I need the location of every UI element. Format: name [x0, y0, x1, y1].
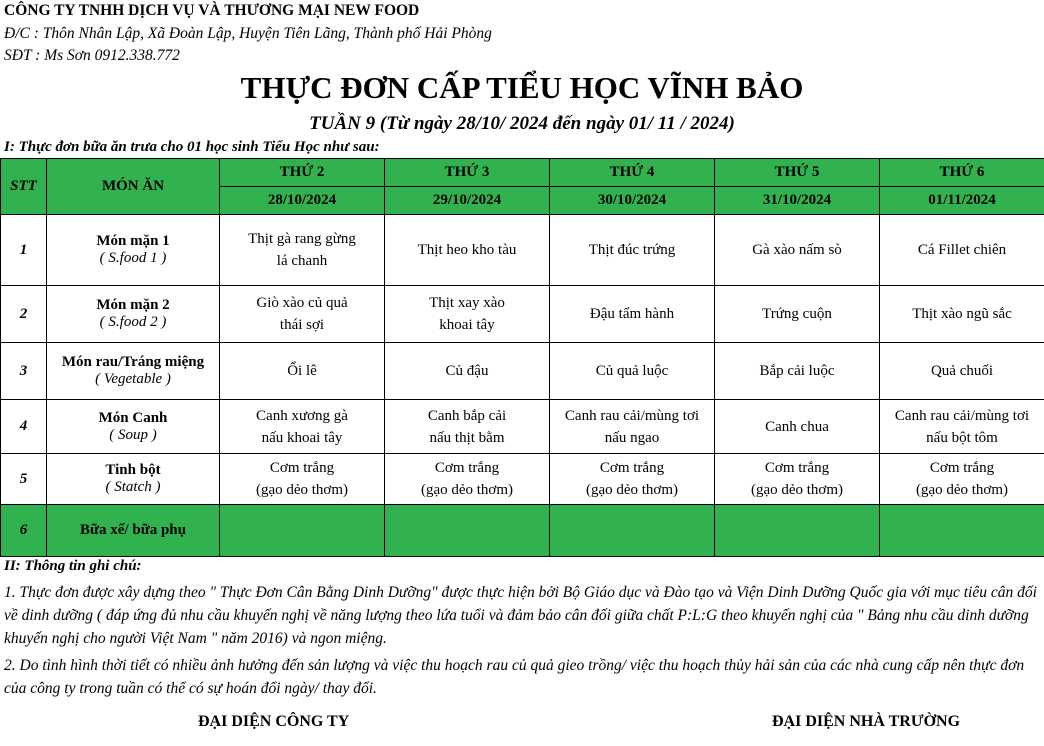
row-dish: [47, 286, 220, 343]
menu-cell-line: Ổi lê: [287, 363, 317, 379]
menu-cell-line: Thịt đúc trứng: [588, 242, 676, 258]
menu-cell-line: Gà xào nấm sò: [752, 242, 842, 258]
menu-cell: [550, 400, 715, 454]
menu-cell: [880, 343, 1044, 400]
header-day-date: 30/10/2024: [550, 187, 715, 215]
menu-cell-line: Canh chua: [765, 418, 829, 435]
dish-category-english: ( S.food 1 ): [99, 250, 167, 266]
menu-cell: [385, 343, 550, 400]
menu-table: [0, 158, 1044, 557]
dish-category: Món mặn 1: [96, 233, 170, 249]
row-dish: [47, 505, 220, 557]
header-day-date: 01/11/2024: [880, 187, 1044, 215]
header-day-name: THỨ 2: [220, 159, 385, 187]
menu-cell-line: Thịt xào ngũ sắc: [912, 306, 1012, 322]
menu-cell: [550, 505, 715, 557]
note-1: 1. Thực đơn được xây dựng theo " Thực Đơn Cân Bằng Dinh Dưỡng" được thực hiện bởi Bộ Giáo dục và Đào tạo và Viện Dinh Dưỡng Quốc gia với mục tiêu cân đối về dinh dưỡng ( đáp ứng đủ nhu cầu khuyến nghị về năng lượng theo lứa tuổi và đảm bảo cân đối giữa chất P:L:G theo khuyến nghị của " Bảng nhu cầu dinh dưỡng khuyến nghị cho người Việt Nam " năm 2016) và ngon miệng.: [4, 584, 1037, 647]
dish-category-english: ( Statch ): [105, 479, 161, 495]
menu-cell-line: Canh xương gà: [256, 407, 348, 424]
menu-cell-line: Bắp cải luộc: [759, 363, 835, 379]
menu-cell: [385, 286, 550, 343]
row-stt: 4: [1, 400, 47, 454]
note-2: 2. Do tình hình thời tiết có nhiều ảnh hưởng đến sản lượng và việc thu hoạch rau củ quả gieo trồng/ việc thu hoạch thủy hải sản của các nhà cung cấp nên thực đơn của công ty trong tuần có thể có sự hoán đổi ngày/ thay đổi.: [4, 657, 1025, 697]
menu-cell-line: Quả chuối: [930, 363, 994, 379]
table-row: [1, 505, 1044, 557]
header-day-name: THỨ 5: [715, 159, 880, 187]
menu-cell-line: Canh rau cải/mùng tơi: [894, 407, 1030, 424]
menu-cell: [715, 343, 880, 400]
menu-cell: [715, 215, 880, 286]
row-dish: [47, 400, 220, 454]
menu-cell: [220, 400, 385, 454]
menu-cell: [550, 454, 715, 505]
company-address: Đ/C : Thôn Nhân Lập, Xã Đoàn Lập, Huyện Tiên Lãng, Thành phố Hải Phòng: [4, 25, 492, 42]
signature-company: ĐẠI DIỆN CÔNG TY: [198, 713, 350, 730]
section-1-heading: I: Thực đơn bữa ăn trưa cho 01 học sinh Tiểu Học như sau:: [4, 139, 380, 155]
company-name: CÔNG TY TNHH DỊCH VỤ VÀ THƯƠNG MẠI NEW FOOD: [4, 2, 420, 19]
row-dish: [47, 343, 220, 400]
menu-cell-line: Cơm trắng: [599, 460, 665, 476]
menu-cell-line: Cơm trắng: [929, 460, 995, 476]
menu-cell-line: Giò xào củ quả: [256, 295, 348, 311]
menu-cell-line: nấu bột tôm: [926, 429, 998, 446]
menu-body: [1, 215, 1044, 557]
menu-cell: [220, 215, 385, 286]
menu-cell-line: Cơm trắng: [764, 460, 830, 476]
menu-cell: [550, 286, 715, 343]
page-title: THỰC ĐƠN CẤP TIỂU HỌC VĨNH BẢO: [240, 70, 804, 105]
company-phone: SĐT : Ms Sơn 0912.338.772: [4, 47, 180, 64]
menu-cell-line: Cá Fillet chiên: [917, 242, 1007, 258]
row-stt: 1: [1, 215, 47, 286]
table-row: [1, 286, 1044, 343]
row-stt: 3: [1, 343, 47, 400]
dish-category: Món mặn 2: [96, 297, 170, 313]
menu-cell: [385, 454, 550, 505]
header-day-name: THỨ 4: [550, 159, 715, 187]
header-day-date: 31/10/2024: [715, 187, 880, 215]
menu-cell-line: Củ đậu: [445, 363, 489, 379]
menu-cell-line: Thịt heo kho tàu: [417, 242, 517, 258]
signature-school: ĐẠI DIỆN NHÀ TRƯỜNG: [772, 713, 961, 730]
dish-category: Bữa xế/ bữa phụ: [80, 522, 186, 538]
header-day-date: 29/10/2024: [385, 187, 550, 215]
menu-cell: [220, 286, 385, 343]
header-stt: STT: [1, 159, 47, 215]
menu-cell-line: (gạo dẻo thơm): [255, 482, 349, 498]
table-row: [1, 454, 1044, 505]
menu-cell-line: Cơm trắng: [269, 460, 335, 476]
menu-cell: [220, 343, 385, 400]
menu-cell-line: Canh rau cải/mùng tơi: [564, 407, 700, 424]
row-stt: 2: [1, 286, 47, 343]
menu-cell-line: Cơm trắng: [434, 460, 500, 476]
menu-cell: [385, 505, 550, 557]
menu-cell-line: (gạo dẻo thơm): [915, 482, 1009, 498]
menu-cell: [385, 215, 550, 286]
menu-cell: [880, 400, 1044, 454]
menu-cell: [715, 286, 880, 343]
menu-cell: [880, 286, 1044, 343]
dish-category: Tinh bột: [105, 462, 161, 478]
menu-cell-line: Trứng cuộn: [762, 306, 832, 322]
menu-cell: [715, 454, 880, 505]
menu-cell-line: (gạo dẻo thơm): [420, 482, 514, 498]
row-stt: 5: [1, 454, 47, 505]
row-dish: [47, 454, 220, 505]
menu-cell: [880, 505, 1044, 557]
menu-cell: [880, 454, 1044, 505]
menu-cell-line: (gạo dẻo thơm): [585, 482, 679, 498]
menu-cell-line: Thịt xay xào: [429, 295, 505, 311]
header-dish: MÓN ĂN: [47, 159, 220, 215]
menu-cell: [550, 343, 715, 400]
menu-cell: [550, 215, 715, 286]
menu-cell-line: Canh bắp cải: [427, 407, 507, 424]
dish-category: Món rau/Tráng miệng: [61, 354, 205, 370]
menu-cell-line: khoai tây: [439, 317, 495, 333]
dish-category-english: ( S.food 2 ): [99, 314, 167, 330]
header-day-name: THỨ 3: [385, 159, 550, 187]
menu-cell-line: lá chanh: [276, 253, 328, 269]
dish-category: Món Canh: [98, 409, 168, 426]
section-2-heading: II: Thông tin ghi chú:: [4, 558, 142, 574]
menu-cell: [220, 505, 385, 557]
header-day-date: 28/10/2024: [220, 187, 385, 215]
menu-cell: [715, 400, 880, 454]
row-dish: [47, 215, 220, 286]
page-subtitle: TUẦN 9 (Từ ngày 28/10/ 2024 đến ngày 01/ 11 / 2024): [309, 113, 735, 134]
menu-cell: [385, 400, 550, 454]
menu-cell: [880, 215, 1044, 286]
menu-cell-line: nấu ngao: [604, 429, 660, 446]
table-row: [1, 343, 1044, 400]
menu-cell-line: (gạo dẻo thơm): [750, 482, 844, 498]
menu-cell-line: thái sợi: [279, 317, 325, 333]
menu-cell-line: Thịt gà rang gừng: [248, 231, 356, 247]
header-day-name: THỨ 6: [880, 159, 1044, 187]
dish-category-english: ( Vegetable ): [95, 371, 171, 387]
menu-cell: [715, 505, 880, 557]
menu-cell-line: Đậu tẩm hành: [589, 306, 675, 322]
menu-cell: [220, 454, 385, 505]
menu-cell-line: nấu thịt bằm: [429, 429, 505, 446]
table-row: [1, 215, 1044, 286]
dish-category-english: ( Soup ): [109, 426, 157, 443]
row-stt: 6: [1, 505, 47, 557]
menu-cell-line: Củ quả luộc: [595, 363, 669, 379]
menu-cell-line: nấu khoai tây: [261, 429, 343, 446]
table-row: [1, 400, 1044, 454]
